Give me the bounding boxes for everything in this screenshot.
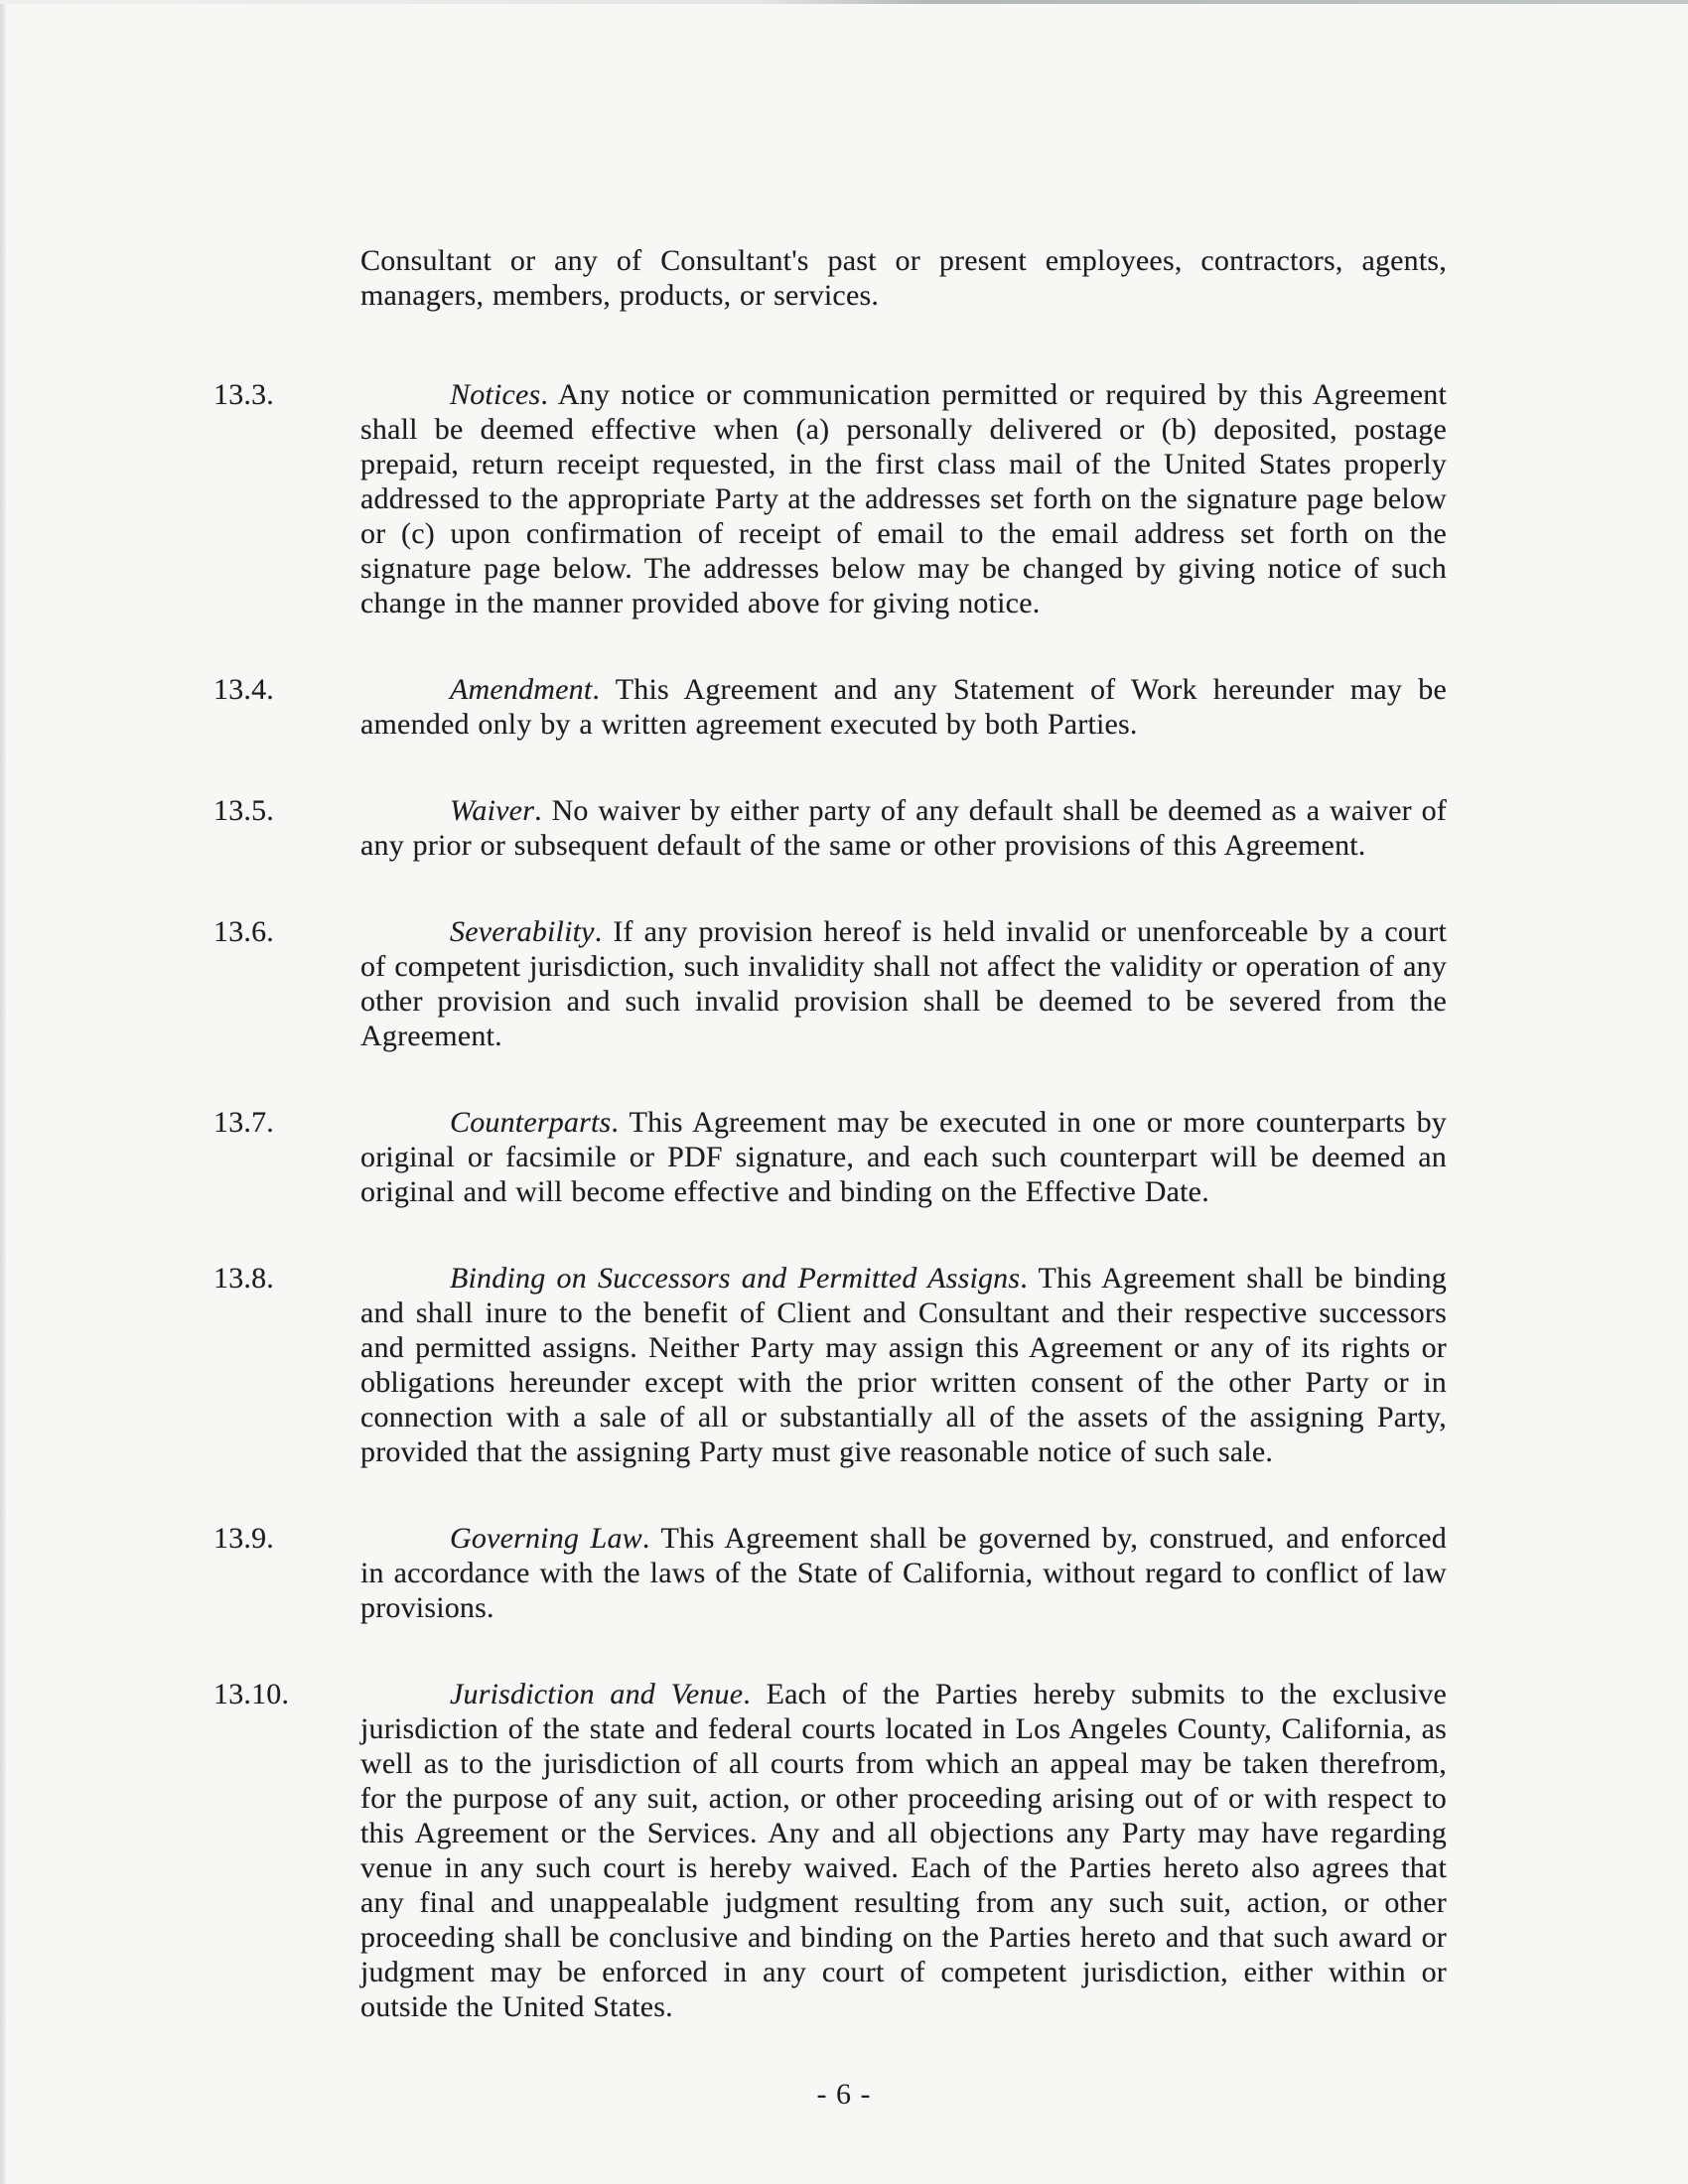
section-13-10 [213, 1677, 1447, 2024]
section-title: Waiver [450, 794, 535, 827]
section-13-7 [213, 1105, 1447, 1209]
section-text: . This Agreement shall be binding and shall inure to the benefit of Client and Consultant and their respective successors and permitted assigns. Neither Party may assign this Agreement or any of its rights or obligations hereunder except with the prior written consent of the other Party or in connection with a sale of all or substantially all of the assets of the assigning Party, provided that the assigning Party must give reasonable notice of such sale. [360, 1262, 1447, 1468]
section-text: . If any provision hereof is held invalid or unenforceable by a court of competent jurisdiction, such invalidity shall not affect the validity or operation of any other provision and such invalid provision shall be deemed to be severed from the Agreement. [360, 915, 1447, 1052]
section-13-4 [213, 672, 1447, 742]
section-title: Binding on Successors and Permitted Assigns [450, 1262, 1021, 1295]
section-13-9 [213, 1521, 1447, 1625]
section-paragraph [360, 1521, 1447, 1625]
section-13-6 [213, 914, 1447, 1053]
section-paragraph [360, 1261, 1447, 1469]
section-text: . This Agreement and any Statement of Work hereunder may be amended only by a written agreement executed by both Parties. [360, 673, 1447, 741]
section-title: Counterparts [450, 1106, 612, 1139]
section-13-8 [213, 1261, 1447, 1469]
section-paragraph [360, 377, 1447, 620]
scan-left-edge-artifact [0, 0, 6, 2184]
section-13-3 [213, 377, 1447, 620]
section-number: 13.10. [213, 1678, 290, 1710]
section-number: 13.5. [213, 794, 274, 827]
section-title: Jurisdiction and Venue [450, 1678, 744, 1710]
section-text: . Any notice or communication permitted or required by this Agreement shall be deemed effective when (a) personally delivered or (b) deposited, postage prepaid, return receipt requested, in the first class mail of the United States properly addressed to the appropriate Party at the addresses set forth on the signature page below or (c) upon confirmation of receipt of email to the email address set forth on the signature page below. The addresses below may be changed by giving notice of such change in the manner provided above for giving notice. [360, 378, 1447, 619]
section-text: . No waiver by either party of any default shall be deemed as a waiver of any prior or subsequent default of the same or other provisions of this Agreement. [360, 794, 1447, 862]
section-text: . This Agreement may be executed in one or more counterparts by original or facsimile or PDF signature, and each such counterpart will be deemed an original and will become effective and binding on the Effective Date. [360, 1106, 1447, 1208]
section-title: Notices [450, 378, 541, 411]
section-number: 13.4. [213, 673, 274, 706]
document-body [213, 243, 1447, 2024]
scan-top-edge-artifact [0, 0, 1688, 4]
intro-continuation-paragraph: Consultant or any of Consultant's past or present employees, contractors, agents, managers, members, products, or services. [360, 244, 1447, 312]
section-paragraph [360, 793, 1447, 863]
section-paragraph [360, 672, 1447, 742]
section-paragraph [360, 1677, 1447, 2024]
section-number: 13.6. [213, 915, 274, 948]
section-title: Amendment [450, 673, 593, 706]
section-number: 13.8. [213, 1262, 274, 1295]
section-13-5 [213, 793, 1447, 863]
section-text: . Each of the Parties hereby submits to the exclusive jurisdiction of the state and federal courts located in Los Angeles County, California, as well as to the jurisdiction of all courts from which an appeal may be taken therefrom, for the purpose of any suit, action, or other proceeding arising out of or with respect to this Agreement or the Services. Any and all objections any Party may have regarding venue in any such court is hereby waived. Each of the Parties hereto also agrees that any final and unappealable judgment resulting from any such suit, action, or other proceeding shall be conclusive and binding on the Parties hereto and that such award or judgment may be enforced in any court of competent jurisdiction, either within or outside the United States. [360, 1678, 1447, 2023]
section-paragraph [360, 914, 1447, 1053]
section-title: Severability [450, 915, 595, 948]
section-number: 13.9. [213, 1522, 274, 1555]
section-title: Governing Law [450, 1522, 642, 1555]
section-number: 13.3. [213, 378, 274, 411]
section-paragraph [360, 1105, 1447, 1209]
page-number: - 6 - [816, 2078, 872, 2111]
section-number: 13.7. [213, 1106, 274, 1139]
section-text: . This Agreement shall be governed by, construed, and enforced in accordance with the laws of the State of California, without regard to conflict of law provisions. [360, 1522, 1447, 1624]
